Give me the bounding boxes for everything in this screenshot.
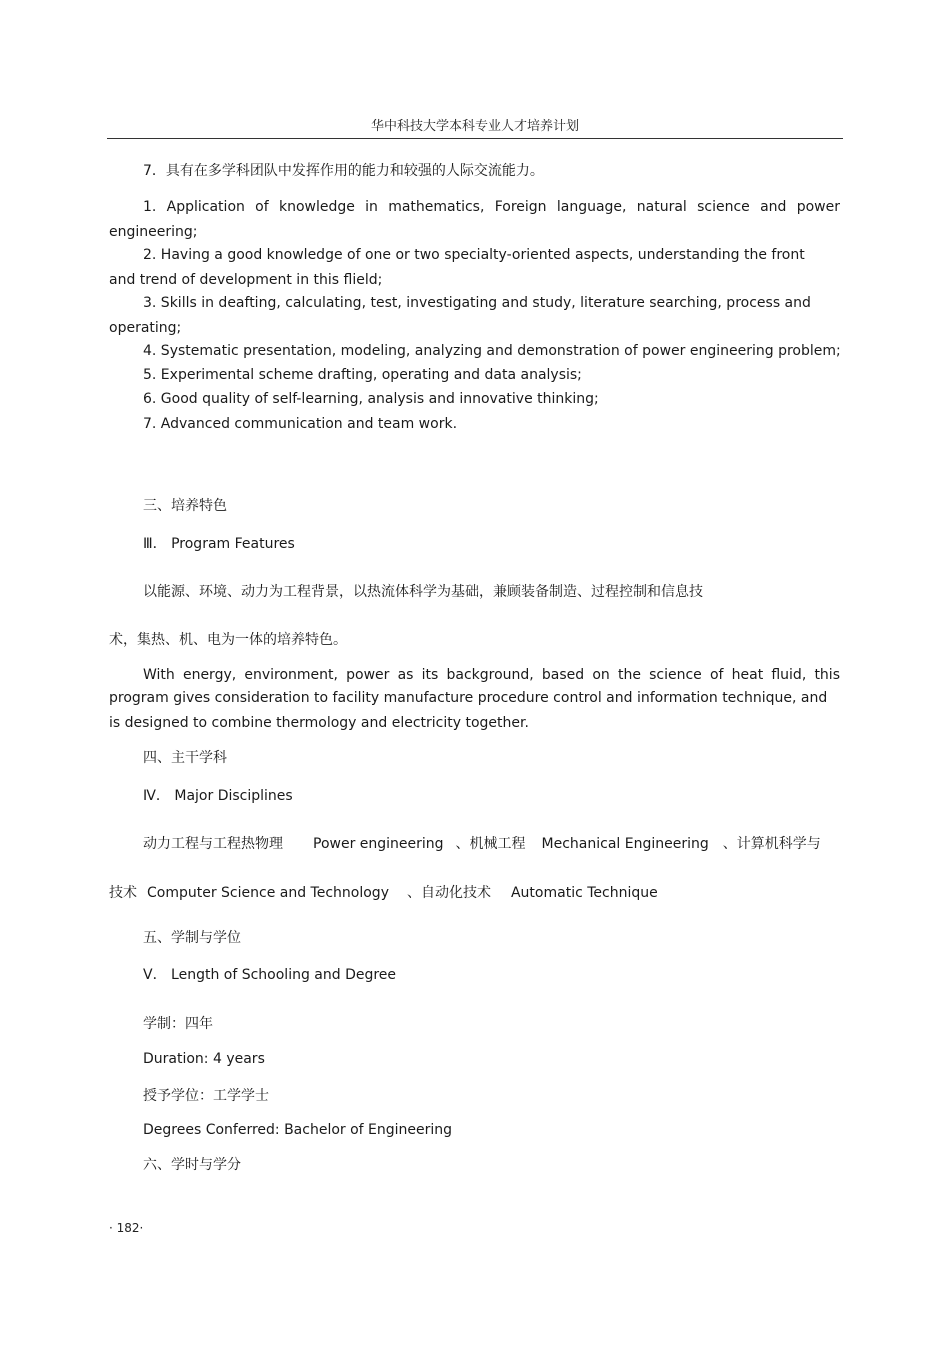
header-rule xyxy=(107,138,843,139)
ability-item-6: 6. Good quality of self-learning, analysis and innovative thinking; xyxy=(143,391,599,407)
discipline-auto-zh: 、自动化技术 xyxy=(406,885,491,901)
ability-item-5: 5. Experimental scheme drafting, operating and data analysis; xyxy=(143,367,582,383)
section-5-heading-en: Ⅴ． Length of Schooling and Degree xyxy=(143,967,397,983)
zh-ability-item-7: 7．具有在多学科团队中发挥作用的能力和较强的人际交流能力。 xyxy=(143,163,544,179)
section-6-heading-zh: 六、学时与学分 xyxy=(143,1157,241,1173)
duration-zh: 学制：四年 xyxy=(143,1016,213,1032)
section-3-body-en-end: is designed to combine thermology and electricity together. xyxy=(109,715,529,731)
ability-item-4: 4. Systematic presentation, modeling, analyzing and demonstration of power engineering problem; xyxy=(143,343,841,359)
section-4-heading-en: Ⅳ． Major Disciplines xyxy=(143,788,293,804)
discipline-mech-en: Mechanical Engineering xyxy=(541,836,709,852)
section-3-body-en: With energy, environment, power as its background, based on the science of heat fluid, this xyxy=(143,667,840,683)
page-header-title: 华中科技大学本科专业人才培养计划 xyxy=(370,119,579,134)
ability-item-2: 2. Having a good knowledge of one or two specialty-oriented aspects, understanding the front xyxy=(143,247,805,263)
duration-en: Duration: 4 years xyxy=(143,1051,265,1067)
section-3-body-en-cont: program gives consideration to facility manufacture procedure control and information technique, and xyxy=(109,690,828,706)
discipline-mech-zh: 、机械工程 xyxy=(455,836,526,852)
page-number: · 182· xyxy=(109,1221,144,1235)
section-3-body-zh-cont: 术，集热、机、电为一体的培养特色。 xyxy=(109,632,347,648)
section-4-heading-zh: 四、主干学科 xyxy=(143,750,227,766)
section-5-heading-zh: 五、学制与学位 xyxy=(143,930,241,946)
discipline-power-zh: 动力工程与工程热物理 xyxy=(143,836,283,852)
section-3-heading-zh: 三、培养特色 xyxy=(143,498,227,514)
section-3-body-zh: 以能源、环境、动力为工程背景，以热流体科学为基础，兼顾装备制造、过程控制和信息技 xyxy=(143,584,703,600)
ability-item-1: 1. Application of knowledge in mathematics, Foreign language, natural science and power xyxy=(143,199,840,215)
section-3-heading-en: Ⅲ． Program Features xyxy=(143,536,295,552)
degree-en: Degrees Conferred: Bachelor of Engineering xyxy=(143,1122,453,1138)
ability-item-3: 3. Skills in deafting, calculating, test, investigating and study, literature searching, process and xyxy=(143,295,811,311)
ability-item-7: 7. Advanced communication and team work. xyxy=(143,416,458,432)
disciplines-line-1 xyxy=(143,835,840,853)
discipline-cs-zh: 、计算机科学与 xyxy=(722,836,821,852)
degree-zh: 授予学位：工学学士 xyxy=(143,1088,269,1104)
discipline-cs-en: Computer Science and Technology xyxy=(147,885,389,901)
discipline-power-en: Power engineering xyxy=(313,836,444,852)
discipline-auto-en: Automatic Technique xyxy=(510,885,658,901)
ability-item-2-cont: and trend of development in this flield; xyxy=(109,272,383,288)
ability-item-3-cont: operating; xyxy=(109,320,182,336)
ability-item-1-cont: engineering; xyxy=(109,224,198,240)
discipline-cs-zh-cont: 技术 xyxy=(109,885,137,901)
disciplines-line-2 xyxy=(109,884,840,902)
